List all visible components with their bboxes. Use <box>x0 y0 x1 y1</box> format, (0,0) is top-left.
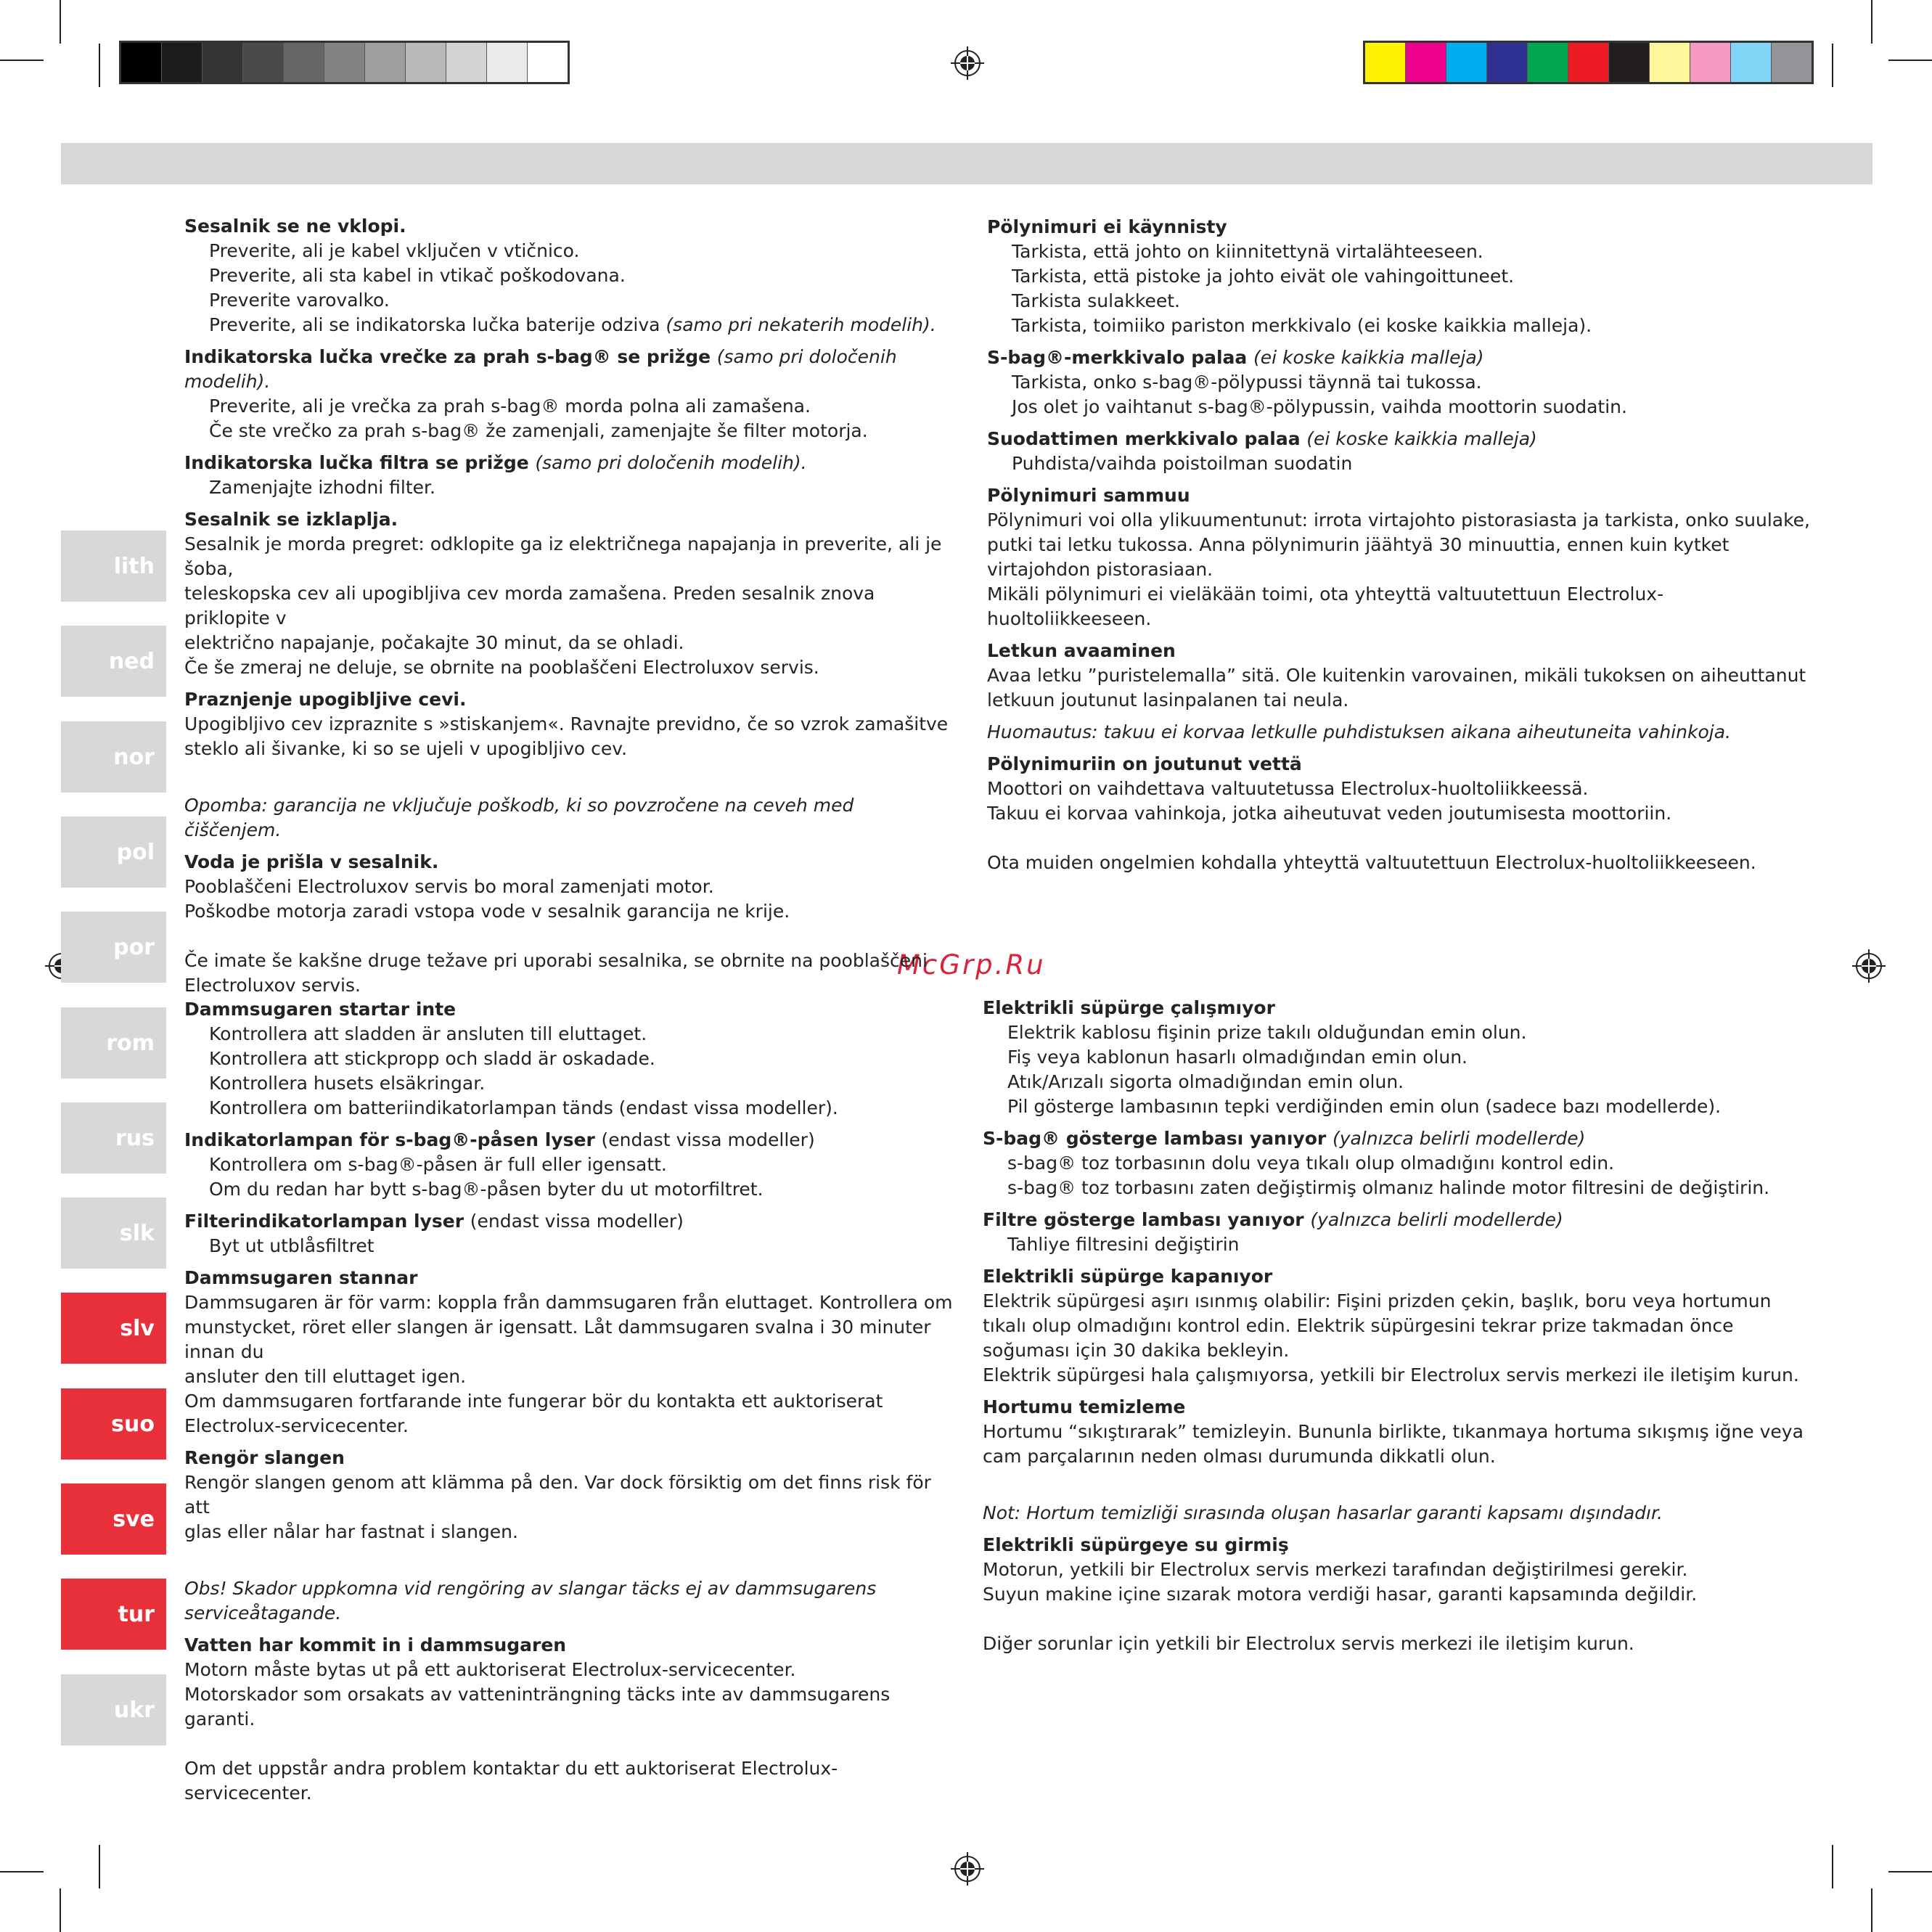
paragraph-line: Avaa letku ”puristelemalla” sitä. Ole kuitenkin varovainen, mikäli tukoksen on aiheuttanut <box>987 665 1806 686</box>
registration-mark-icon <box>951 46 984 80</box>
tab-slk[interactable]: slk <box>61 1198 166 1269</box>
color-swatch <box>324 43 365 82</box>
paragraph-line: steklo ali šivanke, ki so se ujeli v upogibljivo cev. <box>184 738 628 759</box>
step: Pil gösterge lambasının tepki verdiğinden emin olun (sadece bazı modellerde). <box>1007 1096 1722 1117</box>
step: Preverite, ali je kabel vključen v vtičnico. <box>209 240 580 261</box>
paragraph-line: Poškodbe motorja zaradi vstopa vode v sesalnik garancija ne krije. <box>184 901 790 922</box>
step: Tarkista, onko s-bag®-pölypussi täynnä tai tukossa. <box>1012 372 1482 393</box>
tab-sve[interactable]: sve <box>61 1483 166 1555</box>
step: Elektrik kablosu fişinin prize takılı olduğundan emin olun. <box>1007 1022 1527 1043</box>
paragraph-line: Pooblaščeni Electroluxov servis bo moral zamenjati motor. <box>184 876 714 897</box>
heading: Sesalnik se ne vklopi. <box>184 216 406 237</box>
paragraph-line: Če še zmeraj ne deluje, se obrnite na pooblaščeni Electroluxov servis. <box>184 657 819 678</box>
tab-ned[interactable]: ned <box>61 626 166 697</box>
paragraph-line: putki tai letku tukossa. Anna pölynimurin jäähtyä 30 minuuttia, ennen kuin kytket <box>987 534 1730 555</box>
paragraph-line: huoltoliikkeeseen. <box>987 608 1152 629</box>
paragraph-line: Pölynimuri voi olla ylikuumentunut: irrota virtajohto pistorasiasta ja tarkista, onko suulake, <box>987 509 1810 531</box>
crop-mark <box>1832 44 1833 87</box>
paragraph-line: Če imate še kakšne druge težave pri uporabi sesalnika, se obrnite na pooblaščeni <box>184 950 928 971</box>
step: Kontrollera att sladden är ansluten till eluttaget. <box>209 1023 647 1044</box>
step: Kontrollera husets elsäkringar. <box>209 1073 486 1094</box>
section-slv <box>184 214 954 998</box>
step: Kontrollera om batteriindikatorlampan tänds (endast vissa modeller). <box>209 1097 838 1118</box>
color-swatch <box>1406 43 1446 82</box>
crop-mark <box>1832 1845 1833 1888</box>
color-swatch <box>284 43 324 82</box>
paragraph-line: ansluter den till eluttaget igen. <box>184 1366 467 1387</box>
heading: Vatten har kommit in i dammsugaren <box>184 1634 567 1655</box>
tab-rus[interactable]: rus <box>61 1102 166 1174</box>
paragraph-line: Rengör slangen genom att klämma på den. Var dock försiktig om det finns risk för att <box>184 1472 931 1518</box>
header-band <box>61 143 1872 184</box>
step: s-bag® toz torbasını zaten değiştirmiş olmanız halinde motor filtresini de değiştirin. <box>1007 1177 1770 1198</box>
paragraph-line: Motorn måste bytas ut på ett auktoriserat Electrolux-servicecenter. <box>184 1659 796 1680</box>
color-swatch <box>1609 43 1650 82</box>
paragraph-line: glas eller nålar har fastnat i slangen. <box>184 1521 518 1542</box>
step: Preverite, ali je vrečka za prah s-bag® morda polna ali zamašena. <box>209 396 811 417</box>
color-swatch <box>446 43 487 82</box>
paragraph-line: virtajohdon pistorasiaan. <box>987 559 1213 580</box>
paragraph-line: Elektrik süpürgesi aşırı ısınmış olabilir: Fişini prizden çekin, başlık, boru veya hortumun <box>983 1290 1772 1311</box>
heading: Elektrikli süpürge kapanıyor <box>983 1266 1273 1287</box>
paragraph-line: munstycket, röret eller slangen är igensatt. Låt dammsugaren svalna i 30 minuter innan du <box>184 1317 931 1362</box>
heading: Indikatorska lučka vrečke za prah s-bag® se prižge (samo pri določenih modelih). <box>184 346 897 392</box>
paragraph-line: Ota muiden ongelmien kohdalla yhteyttä valtuutettuun Electrolux-huoltoliikkeeseen. <box>987 852 1756 873</box>
heading: Elektrikli süpürgeye su girmiş <box>983 1534 1289 1555</box>
crop-mark <box>1871 0 1872 44</box>
paragraph-line: Om dammsugaren fortfarande inte fungerar bör du kontakta ett auktoriserat <box>184 1391 883 1412</box>
paragraph-line: električno napajanje, počakajte 30 minut, da se ohladi. <box>184 632 684 653</box>
paragraph-line: teleskopska cev ali upogibljiva cev morda zamašena. Preden sesalnik znova priklopite v <box>184 583 875 629</box>
step: Tarkista sulakkeet. <box>1012 290 1180 311</box>
color-swatch <box>1731 43 1772 82</box>
color-swatch <box>1690 43 1731 82</box>
step: Preverite, ali se indikatorska lučka baterije odziva (samo pri nekaterih modelih). <box>209 314 936 335</box>
step: Tarkista, että johto on kiinnitettynä virtalähteeseen. <box>1012 241 1483 262</box>
heading: Pölynimuri sammuu <box>987 485 1190 506</box>
step: Tahliye filtresini değiştirin <box>1007 1234 1240 1255</box>
crop-mark <box>60 0 61 44</box>
heading: Indikatorlampan för s-bag®-påsen lyser (endast vissa modeller) <box>184 1129 815 1150</box>
step: Puhdista/vaihda poistoilman suodatin <box>1012 453 1353 474</box>
heading: Praznjenje upogibljive cevi. <box>184 689 467 710</box>
tab-ukr[interactable]: ukr <box>61 1674 166 1745</box>
step: s-bag® toz torbasının dolu veya tıkalı olup olmadığını kontrol edin. <box>1007 1153 1615 1174</box>
heading: Pölynimuriin on joutunut vettä <box>987 753 1302 774</box>
color-swatch <box>202 43 243 82</box>
paragraph-line: Dammsugaren är för varm: koppla från dammsugaren från eluttaget. Kontrollera om <box>184 1292 953 1313</box>
step: Preverite, ali sta kabel in vtikač poškodovana. <box>209 265 626 286</box>
registration-mark-icon <box>951 1852 984 1886</box>
note: Opomba: garancija ne vključuje poškodb, ki so povzročene na ceveh med čiščenjem. <box>184 795 854 840</box>
heading: Indikatorska lučka filtra se prižge (samo pri določenih modelih). <box>184 452 807 473</box>
heading: Voda je prišla v sesalnik. <box>184 851 439 872</box>
step: Tarkista, toimiiko pariston merkkivalo (ei koske kaikkia malleja). <box>1012 315 1592 336</box>
color-swatch <box>121 43 162 82</box>
section-suo <box>987 215 1858 875</box>
crop-mark <box>1871 1888 1872 1932</box>
heading: Rengör slangen <box>184 1447 345 1468</box>
crop-mark <box>1888 1871 1932 1872</box>
step: Fiş veya kablonun hasarlı olmadığından emin olun. <box>1007 1047 1468 1068</box>
color-swatch <box>162 43 202 82</box>
paragraph-line: Mikäli pölynimuri ei vieläkään toimi, ota yhteyttä valtuutettuun Electrolux- <box>987 584 1664 605</box>
tab-nor[interactable]: nor <box>61 721 166 793</box>
grayscale-calibration-bar <box>119 41 570 84</box>
paragraph-line: Motorskador som orsakats av vatteninträngning täcks inte av dammsugarens garanti. <box>184 1684 891 1730</box>
tab-rom[interactable]: rom <box>61 1007 166 1078</box>
step: Zamenjajte izhodni filter. <box>209 477 435 498</box>
section-sve <box>184 997 954 1806</box>
tab-lith[interactable]: lith <box>61 531 166 602</box>
crop-mark <box>60 1888 61 1932</box>
tab-slv[interactable]: slv <box>61 1293 166 1364</box>
paragraph-line: Elektrik süpürgesi hala çalışmıyorsa, yetkili bir Electrolux servis merkezi ile iletişim kurun. <box>983 1364 1799 1385</box>
color-swatch <box>1365 43 1406 82</box>
step: Atık/Arızalı sigorta olmadığından emin olun. <box>1007 1071 1404 1092</box>
paragraph-line: Electrolux-servicecenter. <box>184 1415 409 1436</box>
crop-mark <box>0 60 44 61</box>
color-swatch <box>528 43 568 82</box>
paragraph-line: Moottori on vaihdettava valtuutetussa Electrolux-huoltoliikkeessä. <box>987 778 1589 799</box>
tab-suo[interactable]: suo <box>61 1388 166 1460</box>
paragraph-line: Hortumu “sıkıştırarak” temizleyin. Bununla birlikte, tıkanmaya hortuma sıkışmış iğne veya <box>983 1421 1804 1442</box>
color-swatch <box>406 43 446 82</box>
paragraph-line: Suyun makine içine sızarak motora verdiği hasar, garanti kapsamında değildir. <box>983 1584 1698 1605</box>
note: Not: Hortum temizliği sırasında oluşan hasarlar garanti kapsamı dışındadır. <box>983 1502 1663 1523</box>
color-swatch <box>365 43 406 82</box>
tab-tur[interactable]: tur <box>61 1579 166 1650</box>
step: Om du redan har bytt s-bag®-påsen byter du ut motorfiltret. <box>209 1179 764 1200</box>
color-swatch <box>487 43 528 82</box>
heading: S-bag®-merkkivalo palaa (ei koske kaikkia malleja) <box>987 347 1484 368</box>
heading: Elektrikli süpürge çalışmıyor <box>983 997 1275 1018</box>
paragraph-line: Diğer sorunlar için yetkili bir Electrolux servis merkezi ile iletişim kurun. <box>983 1633 1634 1654</box>
heading: Filtre gösterge lambası yanıyor (yalnızca belirli modellerde) <box>983 1209 1563 1230</box>
color-swatch <box>1772 43 1812 82</box>
heading: Hortumu temizleme <box>983 1396 1186 1417</box>
heading: Letkun avaaminen <box>987 640 1176 661</box>
color-swatch <box>1487 43 1528 82</box>
watermark: McGrp.Ru <box>897 949 1046 981</box>
section-tur <box>983 996 1854 1656</box>
step: Tarkista, että pistoke ja johto eivät ole vahingoittuneet. <box>1012 266 1515 287</box>
step: Byt ut utblåsfiltret <box>209 1235 374 1256</box>
step: Kontrollera att stickpropp och sladd är oskadade. <box>209 1048 655 1069</box>
heading: Filterindikatorlampan lyser (endast vissa modeller) <box>184 1211 684 1232</box>
heading: Pölynimuri ei käynnisty <box>987 216 1227 237</box>
paragraph-line: Electroluxov servis. <box>184 975 361 996</box>
paragraph-line: tıkalı olup olmadığını kontrol edin. Elektrik süpürgesini tekrar prize takmadan önce <box>983 1315 1734 1336</box>
registration-mark-icon <box>1852 949 1886 983</box>
paragraph-line: Om det uppstår andra problem kontaktar du ett auktoriserat Electrolux-servicecenter. <box>184 1758 838 1804</box>
crop-mark <box>99 1845 100 1888</box>
note: Obs! Skador uppkomna vid rengöring av slangar täcks ej av dammsugarens serviceåtagande. <box>184 1578 877 1624</box>
color-swatch <box>1446 43 1487 82</box>
heading: Suodattimen merkkivalo palaa (ei koske kaikkia malleja) <box>987 428 1537 449</box>
tab-por[interactable]: por <box>61 912 166 983</box>
crop-mark <box>99 44 100 87</box>
heading: Dammsugaren stannar <box>184 1267 418 1288</box>
heading: Dammsugaren startar inte <box>184 999 457 1020</box>
color-swatch <box>1650 43 1690 82</box>
paragraph-line: letkuun joutunut lasinpalanen tai neula. <box>987 689 1349 711</box>
step: Preverite varovalko. <box>209 290 390 311</box>
color-calibration-bar <box>1363 41 1814 84</box>
crop-mark <box>0 1871 44 1872</box>
paragraph-line: Sesalnik je morda pregret: odklopite ga iz električnega napajanja in preverite, ali je šoba, <box>184 533 942 579</box>
note: Huomautus: takuu ei korvaa letkulle puhdistuksen aikana aiheutuneita vahinkoja. <box>987 721 1731 742</box>
step: Če ste vrečko za prah s-bag® že zamenjali, zamenjajte še filter motorja. <box>209 420 868 441</box>
crop-mark <box>1888 60 1932 61</box>
heading: S-bag® gösterge lambası yanıyor (yalnızca belirli modellerde) <box>983 1128 1586 1149</box>
heading: Sesalnik se izklaplja. <box>184 509 398 530</box>
paragraph-line: cam parçalarının neden olması durumunda dikkatli olun. <box>983 1446 1496 1467</box>
paragraph-line: Upogibljivo cev izpraznite s »stiskanjem«. Ravnajte previdno, če so vzrok zamašitve <box>184 713 949 734</box>
step: Jos olet jo vaihtanut s-bag®-pölypussin, vaihda moottorin suodatin. <box>1012 396 1627 417</box>
color-swatch <box>243 43 284 82</box>
color-swatch <box>1568 43 1609 82</box>
paragraph-line: Takuu ei korvaa vahinkoja, jotka aiheutuvat veden joutumisesta moottoriin. <box>987 803 1672 824</box>
paragraph-line: Motorun, yetkili bir Electrolux servis merkezi tarafından değiştirilmesi gerekir. <box>983 1559 1688 1580</box>
tab-pol[interactable]: pol <box>61 816 166 888</box>
color-swatch <box>1528 43 1568 82</box>
paragraph-line: soğuması için 30 dakika bekleyin. <box>983 1340 1290 1361</box>
step: Kontrollera om s-bag®-påsen är full eller igensatt. <box>209 1154 667 1175</box>
